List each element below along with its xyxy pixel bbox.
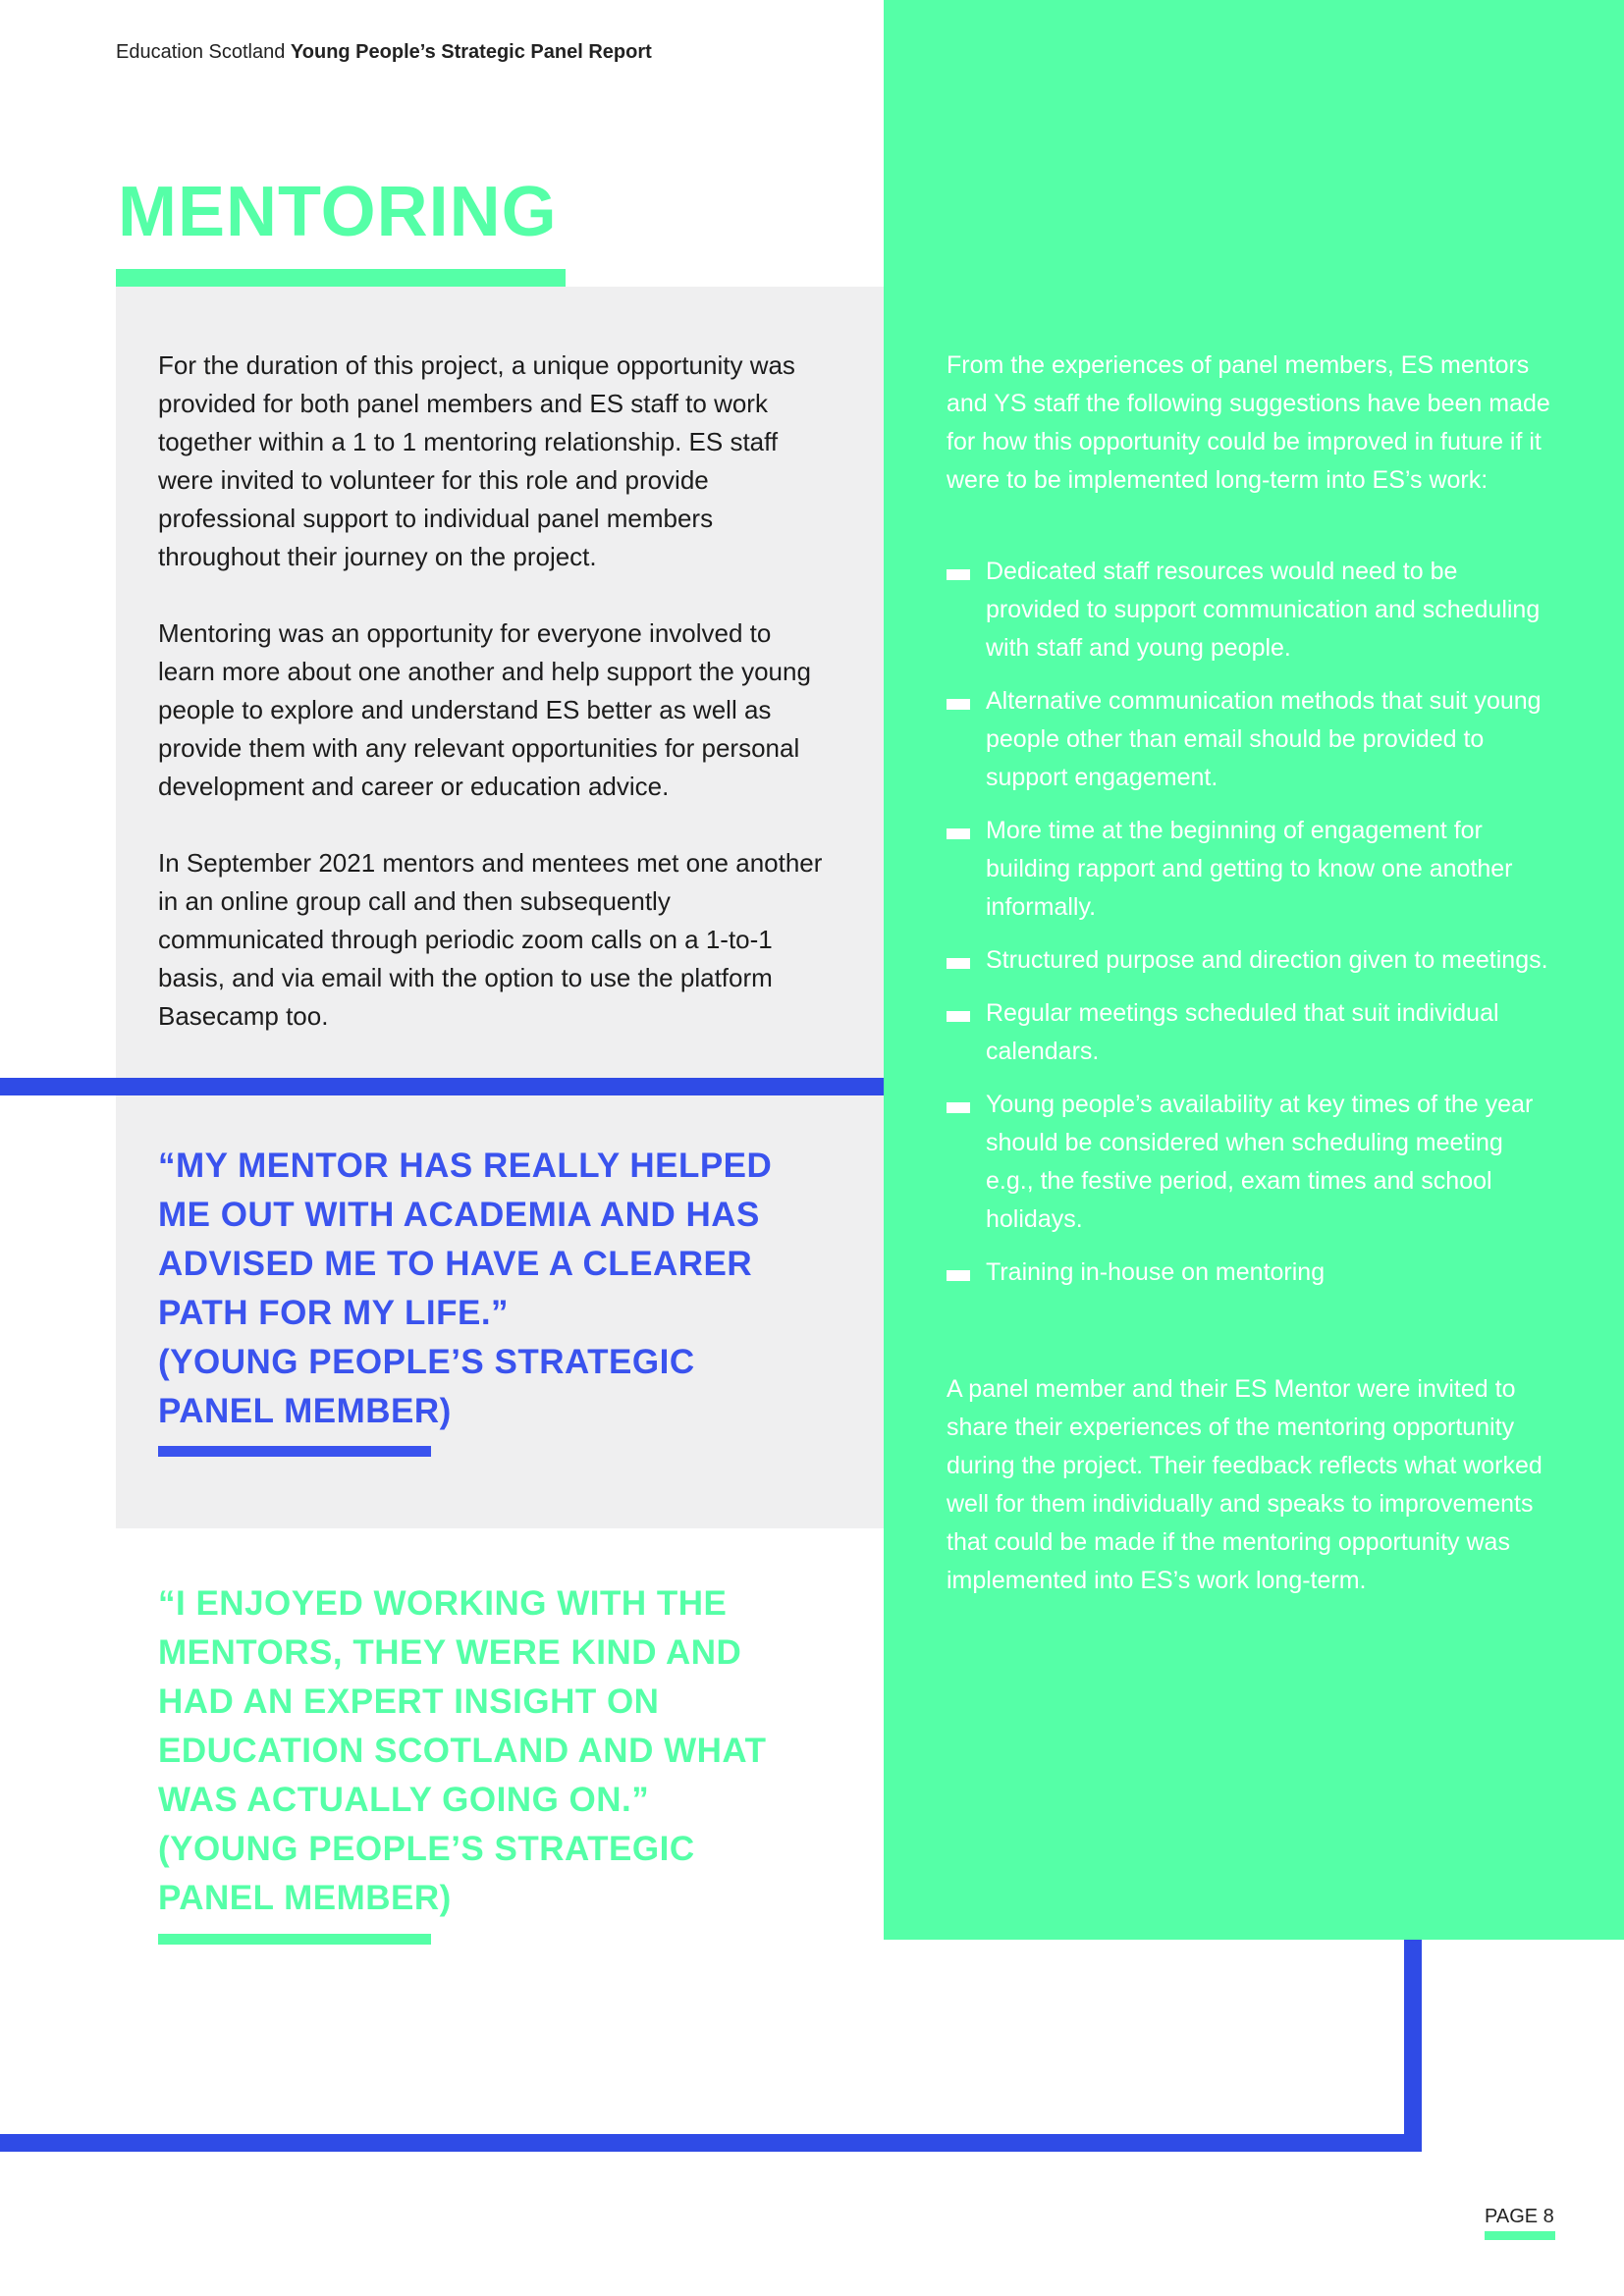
list-item [947,812,1555,927]
list-item [947,994,1555,1071]
page-number-underline [1485,2231,1555,2240]
bullet-icon [947,828,970,839]
blue-frame-vertical [1404,1940,1422,2152]
quote-2-underline [158,1934,431,1945]
suggestions-intro: From the experiences of panel members, ES mentors and YS staff the following suggestions have been made for how this opportunity could be improved in future if it were to be implemented long-term into ES’s work: [947,351,1550,494]
suggestion-text: Structured purpose and direction given to meetings. [986,946,1548,974]
title-underline [116,269,566,287]
suggestions-list [947,553,1555,1307]
bullet-icon [947,1102,970,1113]
bullet-icon [947,699,970,710]
page-header [116,41,652,64]
page-title: MENTORING [118,173,558,251]
suggestion-text: More time at the beginning of engagement for building rapport and getting to know one another informally. [986,817,1513,921]
suggestion-text: Regular meetings scheduled that suit individual calendars. [986,999,1499,1065]
quote-attribution: (YOUNG PEOPLE’S STRATEGIC PANEL MEMBER) [158,1830,695,1917]
bullet-icon [947,1011,970,1022]
paragraph: Mentoring was an opportunity for everyone involved to learn more about one another and help support the young people to explore and understand ES better as well as provide them with any relevant opportunities for personal development and career or education advice. [158,618,811,801]
list-item [947,553,1555,667]
header-org: Education Scotland [116,41,286,63]
quote-text: “MY MENTOR HAS REALLY HELPED ME OUT WITH ACADEMIA AND HAS ADVISED ME TO HAVE A CLEARER PATH FOR MY LIFE.” [158,1147,773,1332]
header-report-title: Young People’s Strategic Panel Report [290,41,652,63]
bullet-icon [947,569,970,580]
paragraph: For the duration of this project, a unique opportunity was provided for both panel members and ES staff to work together within a 1 to 1 mentoring relationship. ES staff were invited to volunteer for this role and provide professional support to individual panel members throughout their journey on the project. [158,350,795,571]
bullet-icon [947,1270,970,1281]
left-body-text [158,347,826,1074]
quote-attribution: (YOUNG PEOPLE’S STRATEGIC PANEL MEMBER) [158,1343,695,1430]
paragraph: In September 2021 mentors and mentees met one another in an online group call and then subsequently communicated through periodic zoom calls on a 1-to-1 basis, and via email with the option to use the platform Basecamp too. [158,848,823,1031]
bullet-icon [947,958,970,969]
quote-1 [158,1142,786,1436]
list-item [947,682,1555,797]
quote-1-underline [158,1446,431,1457]
list-item [947,1254,1555,1292]
list-item [947,1086,1555,1239]
quote-text: “I ENJOYED WORKING WITH THE MENTORS, THEY WERE KIND AND HAD AN EXPERT INSIGHT ON EDUCATION SCOTLAND AND WHAT WAS ACTUALLY GOING ON.” [158,1584,767,1819]
page-number: PAGE 8 [1485,2206,1554,2227]
suggestion-text: Alternative communication methods that suit young people other than email should be provided to support engagement. [986,687,1542,791]
list-item [947,941,1555,980]
blue-divider-bar [0,1078,884,1095]
suggestion-text: Training in-house on mentoring [986,1258,1326,1286]
suggestion-text: Young people’s availability at key times of the year should be considered when scheduling meeting e.g., the festive period, exam times and school holidays. [986,1091,1534,1233]
blue-frame-bottom [0,2134,1422,2152]
suggestion-text: Dedicated staff resources would need to be provided to support communication and scheduling with staff and young people. [986,558,1541,662]
mentor-feedback-intro: A panel member and their ES Mentor were invited to share their experiences of the mentoring opportunity during the project. Their feedback reflects what worked well for them individually and speaks to improvements that could be made if the mentoring opportunity was implemented into ES’s work long-term. [947,1375,1543,1594]
quote-2 [158,1579,786,1923]
